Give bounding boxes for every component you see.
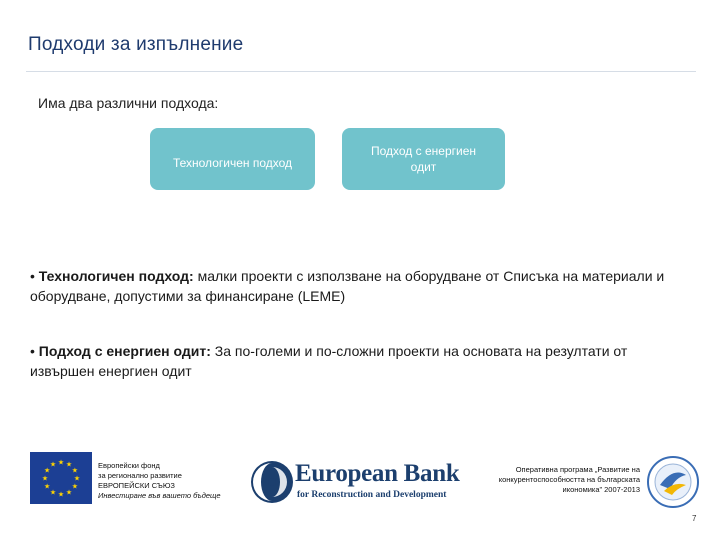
energy-audit-label-line2: одит [410,160,437,174]
bullet-marker: • [30,343,35,359]
bullet-energy-audit-approach [30,341,670,381]
eu-star-icon: ★ [49,461,57,469]
energy-audit-approach-label [371,143,476,175]
bullet-heading: Подход с енергиен одит: [38,343,211,359]
eu-fund-line2: за регионално развитие [98,471,182,480]
technology-approach-label: Технологичен подход [172,156,293,170]
eu-fund-line4: Инвестиране във вашето бъдеще [98,491,221,500]
eu-fund-text [98,461,238,501]
energy-audit-label-line1: Подход с енергиен [370,144,476,158]
eu-star-icon: ★ [57,491,65,499]
operational-programme-text [478,465,640,495]
bullet-text: За по-големи и по-сложни проекти на основата на резултати от извършен енергиен одит [30,343,628,379]
energy-audit-approach-box [342,128,505,190]
eu-star-icon: ★ [44,483,51,491]
op-line1: Оперативна програма „Развитие на [515,465,640,474]
eu-star-icon: ★ [41,475,49,483]
page-number: 7 [692,514,697,523]
eu-star-icon: ★ [71,483,78,491]
eu-star-icon: ★ [65,489,73,497]
ebrd-subtitle: for Reconstruction and Development [297,490,447,500]
operational-programme-logo [646,455,700,509]
bullet-text: малки проекти с използване на оборудване от Списъка на материали и оборудване, допустими за финансиране (LEME) [30,268,665,304]
bullet-technology-approach [30,266,670,306]
eu-fund-line3: ЕВРОПЕЙСКИ СЪЮЗ [98,481,175,490]
eu-star-icon: ★ [71,467,78,475]
eu-star-icon: ★ [57,459,65,467]
slide-title: Подходи за изпълнение [28,34,244,55]
eu-star-icon: ★ [65,461,73,469]
op-line3: икономика” 2007-2013 [562,485,640,494]
title-divider [26,71,696,72]
eu-flag-logo [30,452,92,504]
technology-approach-box [150,128,315,190]
eu-star-icon: ★ [44,467,51,475]
eu-star-icon: ★ [73,475,81,483]
eu-star-icon: ★ [49,489,57,497]
bullet-marker: • [30,268,35,284]
intro-text: Има два различни подхода: [38,95,219,111]
op-line2: конкурентоспособността на българската [498,475,640,484]
eu-fund-line1: Европейски фонд [98,461,160,470]
ebrd-name: European Bank [295,460,460,487]
bullet-heading: Технологичен подход: [38,268,194,284]
